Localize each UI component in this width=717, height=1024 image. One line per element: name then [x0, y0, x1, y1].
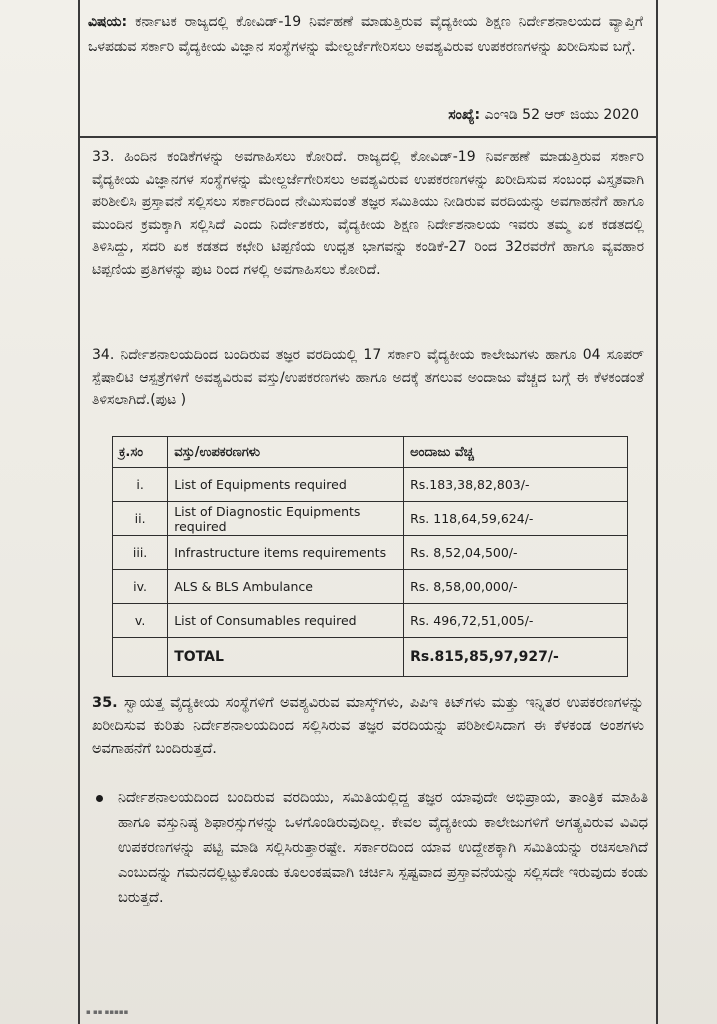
row-item: ALS & BLS Ambulance	[168, 570, 404, 604]
bullet-text: ನಿರ್ದೇಶನಾಲಯದಿಂದ ಬಂದಿರುವ ವರದಿಯು, ಸಮಿತಿಯಲ್ಲಿದ್ದ ತಜ್ಞರ ಯಾವುದೇ ಅಭಿಪ್ರಾಯ, ತಾಂತ್ರಿಕ ಮಾಹಿತಿ ಹಾಗೂ ವಸ್ತುನಿಷ್ಠ ಶಿಫಾರಸ್ಸುಗಳನ್ನು ಒಳಗೊಂಡಿರುವುದಿಲ್ಲ. ಕೇವಲ ವೈದ್ಯಕೀಯ ಕಾಲೇಜುಗಳಿಗೆ ಅಗತ್ಯವಿರುವ ವಿವಿಧ ಉಪಕರಣಗಳನ್ನು ಪಟ್ಟಿ ಮಾಡಿ ಸಲ್ಲಿಸಿರುತ್ತಾರಷ್ಟೇ. ಸರ್ಕಾರದಿಂದ ಯಾವ ಉದ್ದೇಶಕ್ಕಾಗಿ ಸಮಿತಿಯನ್ನು ರಚಿಸಲಾಗಿದೆ ಎಂಬುದನ್ನು ಗಮನದಲ್ಲಿಟ್ಟುಕೊಂಡು ಕೂಲಂಕಷವಾಗಿ ಚರ್ಚಿಸಿ ಸ್ಪಷ್ಟವಾದ ಪ್ರಸ್ತಾವನೆಯನ್ನು ಸಲ್ಲಿಸದೇ ಇರುವುದು ಕಂಡು ಬರುತ್ತದೆ.	[118, 790, 648, 906]
row-cost: Rs. 8,52,04,500/-	[404, 536, 628, 570]
table-row	[113, 536, 628, 570]
right-margin-line	[656, 0, 658, 1024]
scanner-watermark-icon: ▪ ▪▪ ▪▪▪▪▪	[86, 1008, 129, 1016]
reference-value: ಎಂಇಡಿ 52 ಆರ್ ಜಿಯು 2020	[484, 107, 639, 123]
row-serial: v.	[113, 604, 168, 638]
subject-label: ವಿಷಯ:	[88, 14, 128, 30]
table-row	[113, 570, 628, 604]
row-cost: Rs.183,38,82,803/-	[404, 468, 628, 502]
row-cost: Rs. 8,58,00,000/-	[404, 570, 628, 604]
row-item: List of Diagnostic Equipments required	[168, 502, 404, 536]
paragraph-35-text: ಸ್ವಾಯತ್ತ ವೈದ್ಯಕೀಯ ಸಂಸ್ಥೆಗಳಿಗೆ ಅವಶ್ಯವಿರುವ ಮಾಸ್ಕ್‌ಗಳು, ಪಿಪಿಇ ಕಿಟ್‌ಗಳು ಮತ್ತು ಇನ್ನಿತರ ಉಪಕರಣಗಳನ್ನು ಖರೀದಿಸುವ ಕುರಿತು ನಿರ್ದೇಶನಾಲಯದಿಂದ ಸಲ್ಲಿಸಿರುವ ತಜ್ಞರ ವರದಿಯನ್ನು ಪರಿಶೀಲಿಸಿದಾಗ ಈ ಕೆಳಕಂಡ ಅಂಶಗಳು ಅವಗಾಹನೆಗೆ ಬಂದಿರುತ್ತದೆ.	[92, 695, 645, 757]
header-serial: ಕ್ರ.ಸಂ	[113, 437, 168, 468]
bullet-icon	[96, 795, 103, 802]
total-serial-empty	[113, 638, 168, 677]
table-row	[113, 502, 628, 536]
table-row	[113, 468, 628, 502]
paragraph-33: 33. ಹಿಂದಿನ ಕಂಡಿಕೆಗಳನ್ನು ಅವಗಾಹಿಸಲು ಕೋರಿದೆ. ರಾಜ್ಯದಲ್ಲಿ ಕೋವಿಡ್-19 ನಿರ್ವಹಣೆ ಮಾಡುತ್ತಿರುವ ಸರ್ಕಾರಿ ವೈದ್ಯಕೀಯ ವಿಜ್ಞಾನಗಳ ಸಂಸ್ಥೆಗಳನ್ನು ಮೇಲ್ದರ್ಜೆಗೇರಿಸಲು ಅವಶ್ಯವಿರುವ ಉಪಕರಣಗಳನ್ನು ಖರೀದಿಸುವ ಸಂಬಂಧ ವಿಸ್ತೃತವಾಗಿ ಪರಿಶೀಲಿಸಿ ಪ್ರಸ್ತಾವನೆ ಸಲ್ಲಿಸಲು ಸರ್ಕಾರದಿಂದ ನೇಮಿಸುವಂತೆ ತಜ್ಞರ ಸಮಿತಿಯು ನೀಡಿರುವ ವರದಿಯನ್ನು ಅವಗಾಹನೆಗೆ ಹಾಗೂ ಮುಂದಿನ ಕ್ರಮಕ್ಕಾಗಿ ಸಲ್ಲಿಸಿದೆ ಎಂದು ನಿರ್ದೇಶಕರು, ವೈದ್ಯಕೀಯ ಶಿಕ್ಷಣ ನಿರ್ದೇಶನಾಲಯ ಇವರು ತಮ್ಮ ಏಕ ಕಡತದಲ್ಲಿ ತಿಳಿಸಿದ್ದು, ಸದರಿ ಏಕ ಕಡತದ ಕಛೇರಿ ಟಿಪ್ಪಣಿಯ ಉಧೃತ ಭಾಗವನ್ನು ಕಂಡಿಕೆ-27 ರಿಂದ 32ರವರೆಗೆ ಹಾಗೂ ವ್ಯವಹಾರ ಟಿಪ್ಪಣಿಯ ಪ್ರತಿಗಳನ್ನು ಪುಟ ರಿಂದ ಗಳಲ್ಲಿ ಅವಗಾಹಿಸಲು ಕೋರಿದೆ.	[92, 149, 644, 278]
header-item: ವಸ್ತು/ಉಪಕರಣಗಳು	[168, 437, 404, 468]
row-item: Infrastructure items requirements	[168, 536, 404, 570]
paragraph-35	[92, 692, 644, 761]
row-item: List of Equipments required	[168, 468, 404, 502]
paragraph-34: 34. ನಿರ್ದೇಶನಾಲಯದಿಂದ ಬಂದಿರುವ ತಜ್ಞರ ವರದಿಯಲ್ಲಿ 17 ಸರ್ಕಾರಿ ವೈದ್ಯಕೀಯ ಕಾಲೇಜುಗಳು ಹಾಗೂ 04 ಸೂಪರ್ ಸ್ಪೆಷಾಲಿಟಿ ಆಸ್ಪತ್ರೆಗಳಿಗೆ ಅವಶ್ಯವಿರುವ ವಸ್ತು/ಉಪಕರಣಗಳು ಹಾಗೂ ಅದಕ್ಕೆ ತಗಲುವ ಅಂದಾಜು ವೆಚ್ಚದ ಬಗ್ಗೆ ಈ ಕೆಳಕಂಡಂತೆ ತಿಳಿಸಲಾಗಿದೆ.(ಪುಟ )	[92, 347, 644, 408]
paragraph-35-number: 35.	[92, 695, 118, 711]
total-value: Rs.815,85,97,927/-	[404, 638, 628, 677]
table-total-row	[113, 638, 628, 677]
subject-block	[88, 10, 643, 60]
header-cost: ಅಂದಾಜು ವೆಚ್ಚ	[404, 437, 628, 468]
row-serial: iii.	[113, 536, 168, 570]
equipment-cost-table	[112, 436, 628, 677]
subject-text: ಕರ್ನಾಟಕ ರಾಜ್ಯದಲ್ಲಿ ಕೋವಿಡ್-19 ನಿರ್ವಹಣೆ ಮಾಡುತ್ತಿರುವ ವೈದ್ಯಕೀಯ ಶಿಕ್ಷಣ ನಿರ್ದೇಶನಾಲಯದ ವ್ಯಾಪ್ತಿಗೆ ಒಳಪಡುವ ಸರ್ಕಾರಿ ವೈದ್ಯಕೀಯ ವಿಜ್ಞಾನ ಸಂಸ್ಥೆಗಳನ್ನು ಮೇಲ್ದರ್ಜೆಗೇರಿಸಲು ಅವಶ್ಯವಿರುವ ಉಪಕರಣಗಳನ್ನು ಖರೀದಿಸುವ ಬಗ್ಗೆ.	[88, 14, 643, 55]
row-serial: i.	[113, 468, 168, 502]
row-serial: iv.	[113, 570, 168, 604]
row-cost: Rs. 118,64,59,624/-	[404, 502, 628, 536]
table-header-row	[113, 437, 628, 468]
row-cost: Rs. 496,72,51,005/-	[404, 604, 628, 638]
row-item: List of Consumables required	[168, 604, 404, 638]
row-serial: ii.	[113, 502, 168, 536]
total-label: TOTAL	[168, 638, 404, 677]
table-row	[113, 604, 628, 638]
reference-number	[448, 104, 639, 126]
left-margin-line	[78, 0, 80, 1024]
bullet-point	[118, 786, 648, 911]
reference-label: ಸಂಖ್ಯೆ:	[448, 107, 481, 123]
